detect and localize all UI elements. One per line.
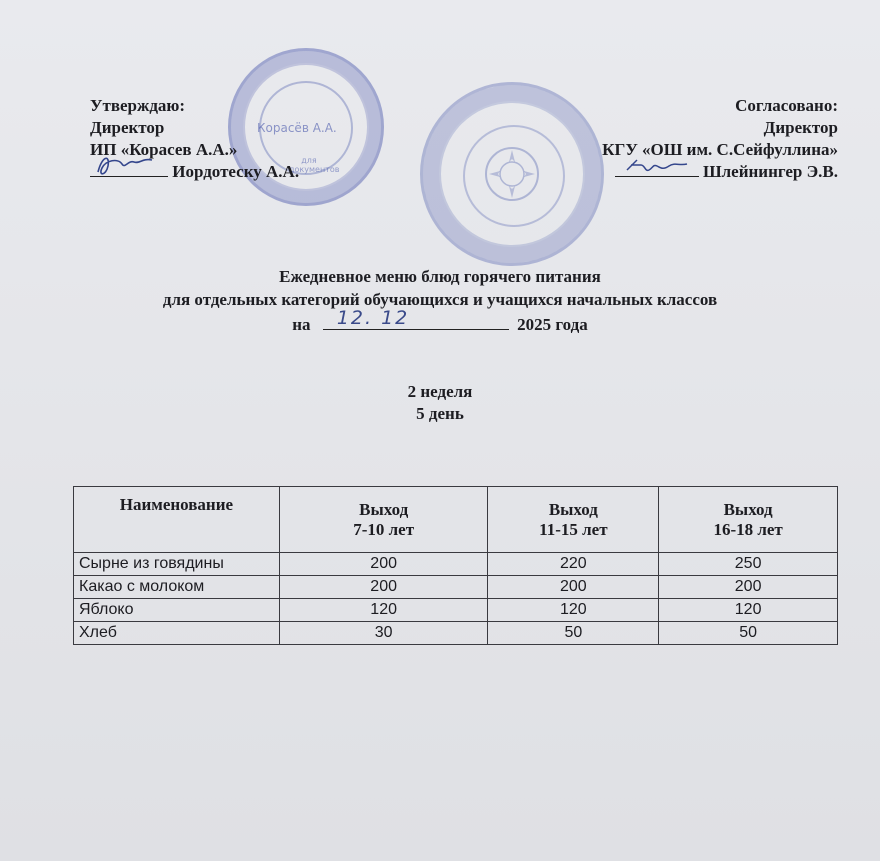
agreement-signature-line <box>602 161 838 183</box>
agreement-block <box>602 95 838 183</box>
menu-table <box>73 486 838 645</box>
output-7-10: 30 <box>279 622 488 645</box>
agreement-position: Директор <box>763 118 838 137</box>
output-11-15: 220 <box>488 553 659 576</box>
approval-heading: Утверждаю: <box>90 96 186 115</box>
dish-name: Сырне из говядины <box>74 553 280 576</box>
table-row <box>74 576 838 599</box>
stamp-name: Корасёв А.А. <box>257 121 337 135</box>
approval-signature-line <box>90 161 299 183</box>
signature-underline <box>615 162 699 177</box>
header-text: Выход <box>359 499 409 519</box>
schedule-block <box>0 381 880 425</box>
approval-organization: ИП «Корасев А.А.» <box>90 140 238 159</box>
header-age: 16-18 лет <box>713 519 783 539</box>
date-field <box>323 307 509 330</box>
column-header-output-7-10 <box>279 487 488 553</box>
handwritten-date: 12. 12 <box>336 307 410 329</box>
handwritten-signature-left <box>92 150 166 180</box>
header-age: 11-15 лет <box>539 519 608 539</box>
agreement-signer: Шлейнингер Э.В. <box>702 162 838 181</box>
column-header-name <box>74 487 280 553</box>
table-row <box>74 622 838 645</box>
menu-date-line <box>0 307 880 336</box>
header-age: 7-10 лет <box>353 519 415 539</box>
output-7-10: 200 <box>279 553 488 576</box>
agreement-organization: КГУ «ОШ им. С.Сейфуллина» <box>602 140 838 159</box>
date-prefix: на <box>292 315 311 334</box>
output-16-18: 250 <box>659 553 838 576</box>
column-header-output-16-18 <box>659 487 838 553</box>
header-text: Выход <box>723 499 773 519</box>
output-7-10: 120 <box>279 599 488 622</box>
output-11-15: 50 <box>488 622 659 645</box>
output-7-10: 200 <box>279 576 488 599</box>
table-row <box>74 599 838 622</box>
date-suffix: 2025 года <box>517 315 588 334</box>
output-16-18: 120 <box>659 599 838 622</box>
week-label: 2 неделя <box>407 382 473 401</box>
output-16-18: 50 <box>659 622 838 645</box>
day-label: 5 день <box>416 404 464 423</box>
menu-subtitle: для отдельных категорий обучающихся и учащихся начальных классов <box>162 290 718 309</box>
column-header-output-11-15 <box>488 487 659 553</box>
header-text: Выход <box>548 499 598 519</box>
approval-signer: Иордотеску А.А. <box>172 162 300 181</box>
dish-name: Яблоко <box>74 599 280 622</box>
round-stamp-right <box>420 82 604 266</box>
state-emblem-icon <box>481 145 543 203</box>
stamp-subtext: для документов <box>289 156 340 174</box>
output-16-18: 200 <box>659 576 838 599</box>
signature-underline <box>90 162 168 177</box>
table-row <box>74 553 838 576</box>
menu-title-block <box>0 265 880 336</box>
handwritten-signature-right <box>623 152 693 180</box>
approval-position: Директор <box>90 118 165 137</box>
dish-name: Хлеб <box>74 622 280 645</box>
table-header-row <box>74 487 838 553</box>
header-text: Наименование <box>119 495 234 514</box>
dish-name: Какао с молоком <box>74 576 280 599</box>
agreement-heading: Согласовано: <box>735 96 838 115</box>
menu-title: Ежедневное меню блюд горячего питания <box>279 267 601 286</box>
output-11-15: 120 <box>488 599 659 622</box>
output-11-15: 200 <box>488 576 659 599</box>
approval-block <box>90 95 299 183</box>
